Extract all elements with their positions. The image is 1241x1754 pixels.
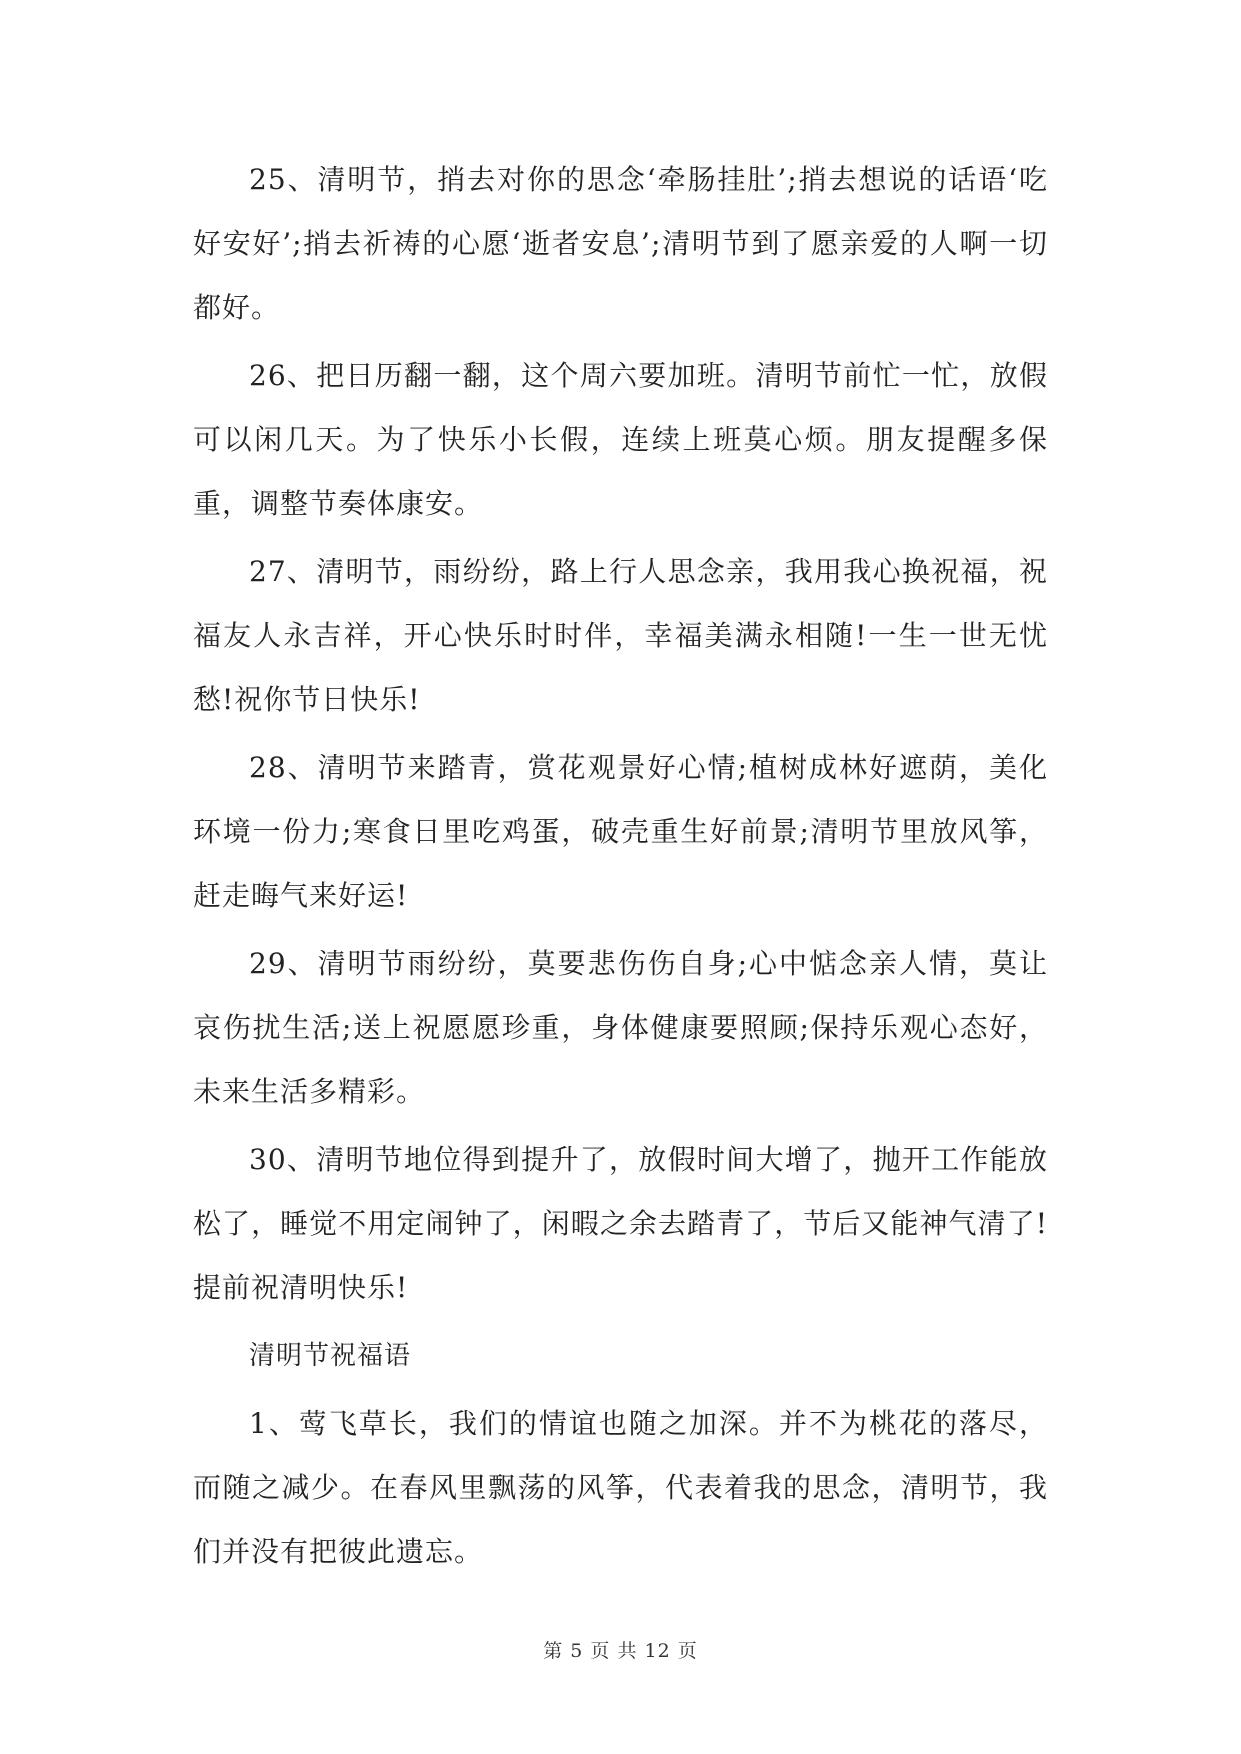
document-body	[193, 148, 1048, 1588]
section-paragraph-1: 1、莺飞草长，我们的情谊也随之加深。并不为桃花的落尽，而随之减少。在春风里飘荡的风筝，代表着我的思念，清明节，我们并没有把彼此遗忘。	[193, 1407, 1048, 1568]
paragraph-26: 26、把日历翻一翻，这个周六要加班。清明节前忙一忙，放假可以闲几天。为了快乐小长假，连续上班莫心烦。朋友提醒多保重，调整节奏体康安。	[193, 359, 1048, 520]
paragraph-29: 29、清明节雨纷纷，莫要悲伤伤自身;心中惦念亲人情，莫让哀伤扰生活;送上祝愿愿珍重，身体健康要照顾;保持乐观心态好，未来生活多精彩。	[193, 947, 1048, 1108]
section-heading: 清明节祝福语	[249, 1341, 412, 1371]
paragraph-25: 25、清明节，捎去对你的思念‘牵肠挂肚’;捎去想说的话语‘吃好安好’;捎去祈祷的心愿‘逝者安息’;清明节到了愿亲爱的人啊一切都好。	[193, 163, 1048, 324]
paragraph-27: 27、清明节，雨纷纷，路上行人思念亲，我用我心换祝福，祝福友人永吉祥，开心快乐时时伴，幸福美满永相随!一生一世无忧愁!祝你节日快乐!	[193, 555, 1048, 716]
paragraph-28: 28、清明节来踏青，赏花观景好心情;植树成林好遮荫，美化环境一份力;寒食日里吃鸡蛋，破壳重生好前景;清明节里放风筝，赶走晦气来好运!	[193, 751, 1048, 912]
paragraph-30: 30、清明节地位得到提升了，放假时间大增了，抛开工作能放松了，睡觉不用定闹钟了，闲暇之余去踏青了，节后又能神气清了!提前祝清明快乐!	[193, 1143, 1048, 1304]
page-number-footer: 第 5 页 共 12 页	[543, 1640, 698, 1662]
